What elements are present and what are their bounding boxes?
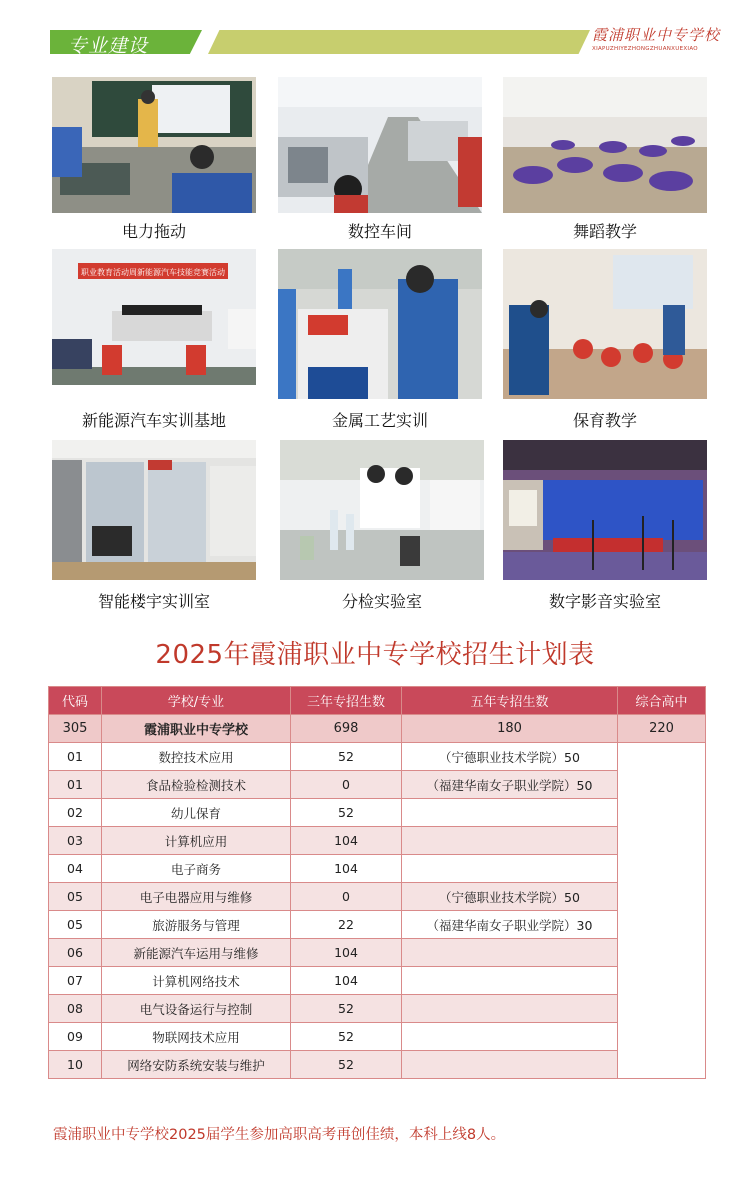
photo-caption: 保育教学 [572, 411, 637, 430]
banner-olive-bar [208, 30, 590, 54]
photo-caption: 新能源汽车实训基地 [81, 411, 226, 430]
three-year-cell: 104 [291, 939, 402, 967]
code-cell: 07 [49, 967, 102, 995]
major-cell: 计算机网络技术 [102, 967, 291, 995]
five-year-cell: （宁德职业技术学院）50 [402, 743, 618, 771]
summary-row [49, 715, 706, 743]
school-logo [592, 24, 721, 58]
section-title: 专业建设 [68, 35, 149, 57]
major-cell: 食品检验检测技术 [102, 771, 291, 799]
three-year-cell: 52 [291, 1051, 402, 1079]
column-header: 代码 [49, 687, 102, 715]
three-year-cell: 0 [291, 771, 402, 799]
five-year-cell [402, 939, 618, 967]
lab-photo [280, 440, 484, 580]
code-cell: 05 [49, 911, 102, 939]
table-row [49, 827, 706, 855]
major-cell: 电气设备运行与控制 [102, 995, 291, 1023]
dance-photo [503, 77, 707, 213]
column-header: 学校/专业 [102, 687, 291, 715]
photo-caption: 数控车间 [347, 222, 412, 241]
three-year-cell: 52 [291, 799, 402, 827]
table-row [49, 771, 706, 799]
three-year-cell: 52 [291, 1023, 402, 1051]
photo-caption: 电力拖动 [121, 222, 186, 241]
three-year-cell: 52 [291, 743, 402, 771]
code-cell: 04 [49, 855, 102, 883]
three-year-cell: 104 [291, 855, 402, 883]
five-year-cell [402, 1051, 618, 1079]
major-cell: 新能源汽车运用与维修 [102, 939, 291, 967]
table-row [49, 967, 706, 995]
childcare-photo [503, 249, 707, 399]
table-row [49, 799, 706, 827]
table-row [49, 855, 706, 883]
metalwork-photo [278, 249, 482, 399]
code-cell: 08 [49, 995, 102, 1023]
smart-building-photo [52, 440, 256, 580]
comprehensive-merged-cell [618, 743, 706, 1079]
column-header: 三年专招生数 [291, 687, 402, 715]
photo-caption: 数字影音实验室 [548, 592, 661, 611]
logo-pinyin: XIAPUZHIYEZHONGZHUANXUEXIAO [592, 46, 698, 52]
code-cell: 01 [49, 771, 102, 799]
five-year-cell [402, 827, 618, 855]
major-cell: 物联网技术应用 [102, 1023, 291, 1051]
column-header: 五年专招生数 [402, 687, 618, 715]
three-year-cell: 698 [291, 715, 402, 743]
major-cell: 网络安防系统安装与维护 [102, 1051, 291, 1079]
table-row [49, 939, 706, 967]
five-year-cell [402, 1023, 618, 1051]
logo-text: 霞浦职业中专学校 [592, 26, 721, 44]
footer-note: 霞浦职业中专学校2025届学生参加高职高考再创佳绩，本科上线8人。 [53, 1127, 506, 1143]
classroom-photo [52, 77, 256, 213]
table-row [49, 995, 706, 1023]
five-year-cell: （宁德职业技术学院）50 [402, 883, 618, 911]
comprehensive-cell: 220 [618, 715, 706, 743]
table-row [49, 883, 706, 911]
three-year-cell: 104 [291, 967, 402, 995]
studio-photo [503, 440, 707, 580]
code-cell: 05 [49, 883, 102, 911]
major-cell: 计算机应用 [102, 827, 291, 855]
workshop-photo [278, 77, 482, 213]
five-year-cell: （福建华南女子职业学院）30 [402, 911, 618, 939]
five-year-cell [402, 799, 618, 827]
major-cell: 旅游服务与管理 [102, 911, 291, 939]
three-year-cell: 104 [291, 827, 402, 855]
event-banner: 职业教育活动周新能源汽车技能竞赛活动 [81, 268, 225, 277]
code-cell: 02 [49, 799, 102, 827]
five-year-cell [402, 967, 618, 995]
school-name-cell: 霞浦职业中专学校 [102, 715, 291, 743]
table-row [49, 1051, 706, 1079]
table-title: 2025年霞浦职业中专学校招生计划表 [155, 640, 595, 670]
major-cell: 电子商务 [102, 855, 291, 883]
five-year-cell: （福建华南女子职业学院）50 [402, 771, 618, 799]
five-year-cell [402, 855, 618, 883]
five-year-cell: 180 [402, 715, 618, 743]
code-cell: 01 [49, 743, 102, 771]
photo-caption: 智能楼宇实训室 [97, 592, 210, 611]
code-cell: 06 [49, 939, 102, 967]
code-cell: 10 [49, 1051, 102, 1079]
photo-caption: 金属工艺实训 [331, 411, 428, 430]
table-row [49, 1023, 706, 1051]
car-training-photo [52, 249, 256, 385]
enrollment-table [48, 686, 706, 1079]
major-cell: 数控技术应用 [102, 743, 291, 771]
major-cell: 电子电器应用与维修 [102, 883, 291, 911]
major-cell: 幼儿保育 [102, 799, 291, 827]
three-year-cell: 52 [291, 995, 402, 1023]
table-row [49, 911, 706, 939]
code-cell: 305 [49, 715, 102, 743]
section-banner [50, 30, 590, 57]
code-cell: 09 [49, 1023, 102, 1051]
photo-caption: 舞蹈教学 [572, 222, 637, 241]
table-row [49, 743, 706, 771]
five-year-cell [402, 995, 618, 1023]
table-header-row [49, 687, 706, 715]
column-header: 综合高中 [618, 687, 706, 715]
photo-caption: 分检实验室 [341, 592, 422, 611]
code-cell: 03 [49, 827, 102, 855]
three-year-cell: 0 [291, 883, 402, 911]
three-year-cell: 22 [291, 911, 402, 939]
